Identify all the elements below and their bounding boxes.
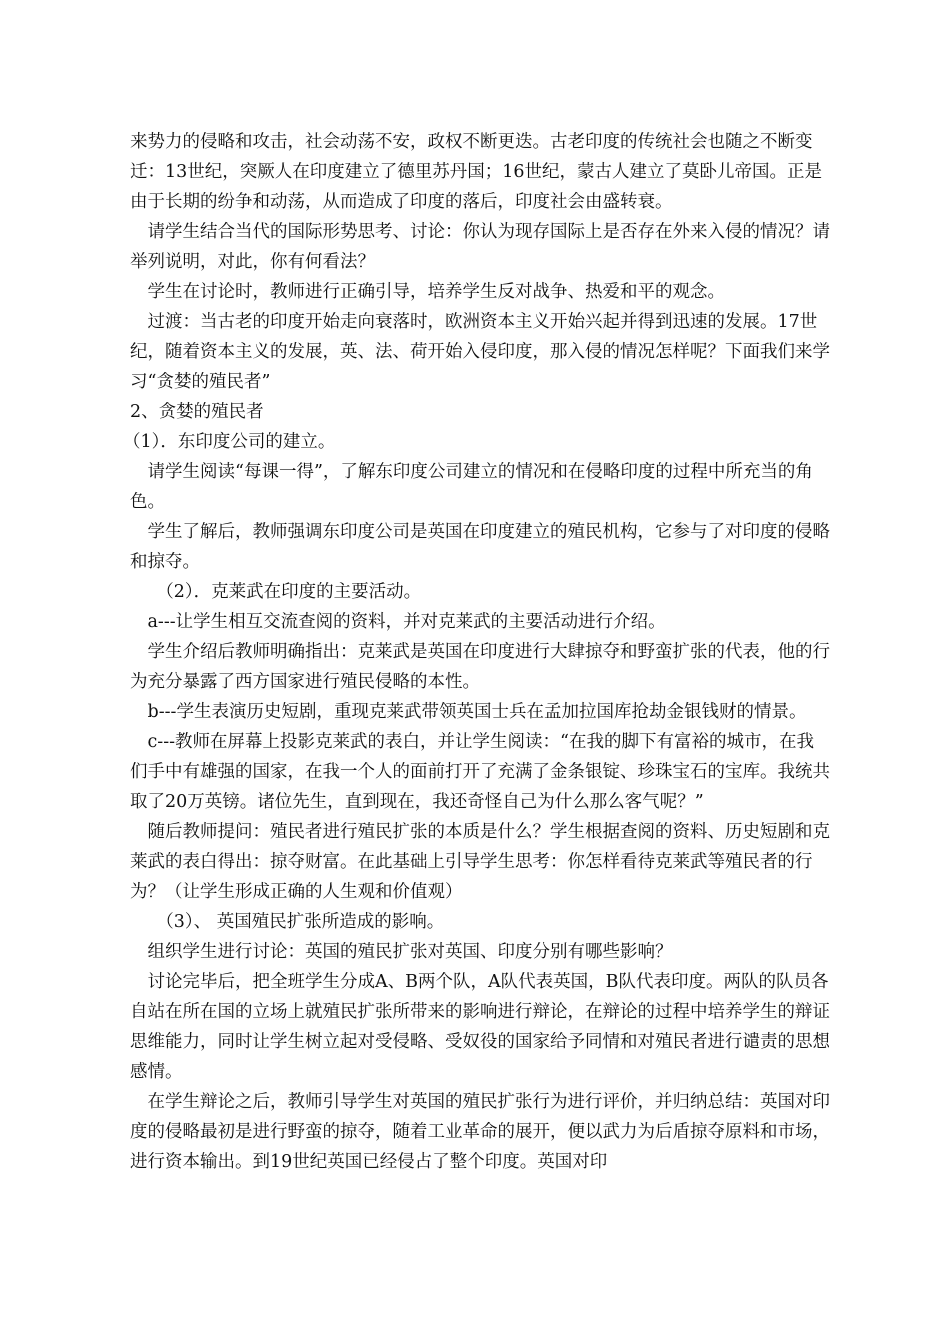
paragraph-organize-discussion: 组织学生进行讨论：英国的殖民扩张对英国、印度分别有哪些影响？	[147, 942, 673, 962]
subsection-heading-1: （1）．东印度公司的建立。	[123, 432, 336, 452]
paragraph-teacher-clarifies: 学生介绍后教师明确指出：克莱武是英国在印度进行大肆掠夺和野蛮扩张的代表，他的行为充分暴露了西方国家进行殖民侵略的本性。	[130, 642, 830, 692]
subsection-heading-2: （2）．克莱武在印度的主要活动。	[156, 582, 422, 602]
paragraph-summary: 在学生辩论之后，教师引导学生对英国的殖民扩张行为进行评价，并归纳总结：英国对印度的侵略最初是进行野蛮的掠夺，随着工业革命的展开，便以武力为后盾掠夺原料和市场，进行资本输出。到19世纪英国已经侵占了整个印度。英国对印	[130, 1092, 830, 1172]
document-body	[123, 127, 830, 1177]
paragraph-activity-b: b---学生表演历史短剧，重现克莱武带领英国士兵在孟加拉国库抢劫金银钱财的情景。	[147, 702, 807, 722]
paragraph-teacher-emphasis: 学生了解后，教师强调东印度公司是英国在印度建立的殖民机构，它参与了对印度的侵略和掠夺。	[130, 522, 830, 572]
paragraph-activity-a: a---让学生相互交流查阅的资料，并对克莱武的主要活动进行介绍。	[147, 612, 666, 632]
paragraph-teacher-guidance: 学生在讨论时，教师进行正确引导，培养学生反对战争、热爱和平的观念。	[147, 282, 725, 302]
subsection-heading-3: （3）、 英国殖民扩张所造成的影响。	[156, 912, 445, 932]
paragraph-transition: 过渡：当古老的印度开始走向衰落时，欧洲资本主义开始兴起并得到迅速的发展。17世纪，随着资本主义的发展，英、法、荷开始入侵印度，那入侵的情况怎样呢？下面我们来学习“贪婪的殖民者”	[130, 312, 830, 392]
paragraph-activity-c: c---教师在屏幕上投影克莱武的表白，并让学生阅读：“在我的脚下有富裕的城市，在我们手中有雄强的国家，在我一个人的面前打开了充满了金条银锭、珍珠宝石的宝库。我统共取了20万英镑。诸位先生，直到现在，我还奇怪自己为什么那么客气呢？”	[130, 732, 830, 812]
section-heading: 2、贪婪的殖民者	[130, 402, 264, 422]
paragraph-intro-continuation: 来势力的侵略和攻击，社会动荡不安，政权不断更迭。古老印度的传统社会也随之不断变迁：13世纪，突厥人在印度建立了德里苏丹国；16世纪，蒙古人建立了莫卧儿帝国。正是由于长期的纷争和动荡，从而造成了印度的落后，印度社会由盛转衰。	[130, 132, 823, 212]
paragraph-reading-task: 请学生阅读“每课一得”，了解东印度公司建立的情况和在侵略印度的过程中所充当的角色。	[130, 462, 813, 512]
paragraph-discussion-prompt: 请学生结合当代的国际形势思考、讨论：你认为现存国际上是否存在外来入侵的情况？请举列说明，对此，你有何看法？	[130, 222, 830, 272]
paragraph-teacher-question: 随后教师提问：殖民者进行殖民扩张的本质是什么？学生根据查阅的资料、历史短剧和克莱武的表白得出：掠夺财富。在此基础上引导学生思考：你怎样看待克莱武等殖民者的行为？（让学生形成正确的人生观和价值观）	[130, 822, 830, 902]
paragraph-debate: 讨论完毕后，把全班学生分成A、B两个队，A队代表英国，B队代表印度。两队的队员各自站在所在国的立场上就殖民扩张所带来的影响进行辩论，在辩论的过程中培养学生的辩证思维能力，同时让学生树立起对受侵略、受奴役的国家给予同情和对殖民者进行谴责的思想感情。	[130, 972, 830, 1082]
